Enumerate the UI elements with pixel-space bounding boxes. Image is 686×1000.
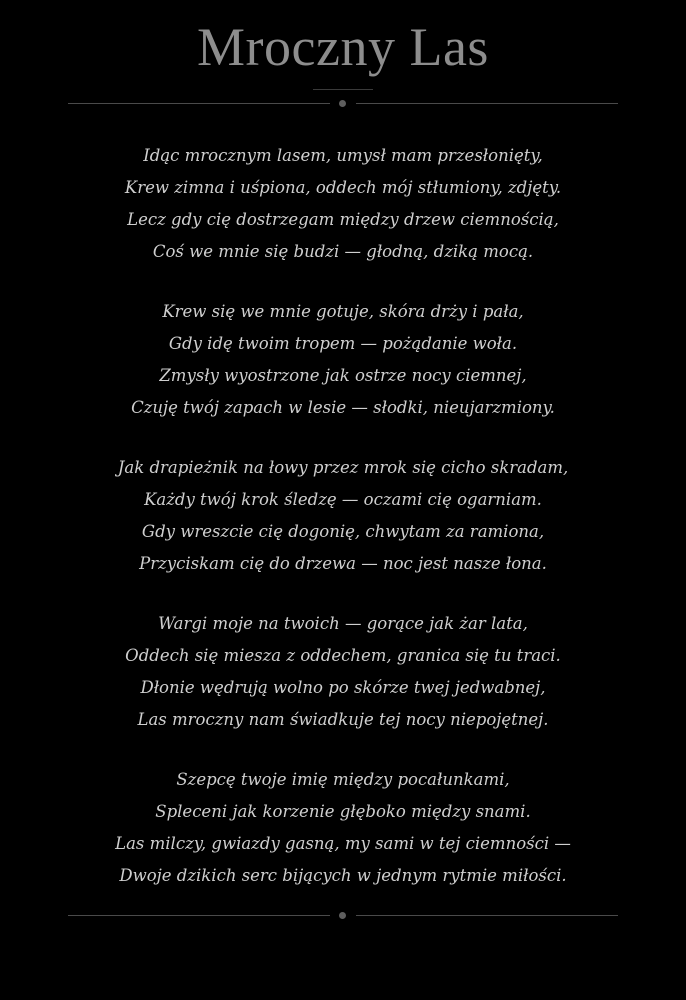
divider-dot-icon [339, 912, 346, 919]
poem-line: Coś we mnie się budzi — głodną, dziką mocą. [152, 242, 534, 261]
poem-line: Dłonie wędrują wolno po skórze twej jedwabnej, [140, 678, 546, 697]
bottom-divider [68, 911, 618, 920]
divider-line-right [356, 103, 618, 104]
poem-line: Gdy wreszcie cię dogonię, chwytam za ramiona, [141, 522, 545, 541]
poem-line: Szepcę twoje imię między pocałunkami, [176, 770, 510, 789]
poem-line: Przyciskam cię do drzewa — noc jest nasze łona. [139, 554, 547, 573]
title-underline [313, 89, 373, 90]
poem-line: Jak drapieżnik na łowy przez mrok się cicho skradam, [117, 458, 569, 477]
stanza-1 [0, 140, 686, 268]
poem-body [0, 140, 686, 920]
stanza-5 [0, 764, 686, 892]
divider-line-right [356, 915, 618, 916]
poem-line: Gdy idę twoim tropem — pożądanie woła. [168, 334, 518, 353]
poem-line: Spleceni jak korzenie głęboko między snami. [155, 802, 531, 821]
poem-line: Zmysły wyostrzone jak ostrze nocy ciemnej, [159, 366, 527, 385]
poem-line: Krew się we mnie gotuje, skóra drży i pała, [162, 302, 524, 321]
poem-line: Dwoje dzikich serc bijących w jednym rytmie miłości. [119, 866, 567, 885]
poem-line: Lecz gdy cię dostrzegam między drzew ciemnością, [127, 210, 559, 229]
divider-line-left [68, 915, 330, 916]
poem-line: Las mroczny nam świadkuje tej nocy niepojętnej. [137, 710, 549, 729]
stanza-2 [0, 296, 686, 424]
top-divider [68, 99, 618, 108]
poem-line: Krew zimna i uśpiona, oddech mój stłumiony, zdjęty. [124, 178, 562, 197]
poem-line: Oddech się miesza z oddechem, granica się tu traci. [125, 646, 561, 665]
divider-dot-icon [339, 100, 346, 107]
poem-title: Mroczny Las [197, 17, 489, 77]
poem-line: Każdy twój krok śledzę — oczami cię ogarniam. [144, 490, 542, 509]
poem-line: Las milczy, gwiazdy gasną, my sami w tej ciemności — [115, 834, 571, 853]
stanza-3 [0, 452, 686, 580]
poem-line: Wargi moje na twoich — gorące jak żar lata, [158, 614, 528, 633]
poem-line: Idąc mrocznym lasem, umysł mam przesłonięty, [143, 146, 543, 165]
divider-line-left [68, 103, 330, 104]
poem-line: Czuję twój zapach w lesie — słodki, nieujarzmiony. [131, 398, 555, 417]
stanza-4 [0, 608, 686, 736]
